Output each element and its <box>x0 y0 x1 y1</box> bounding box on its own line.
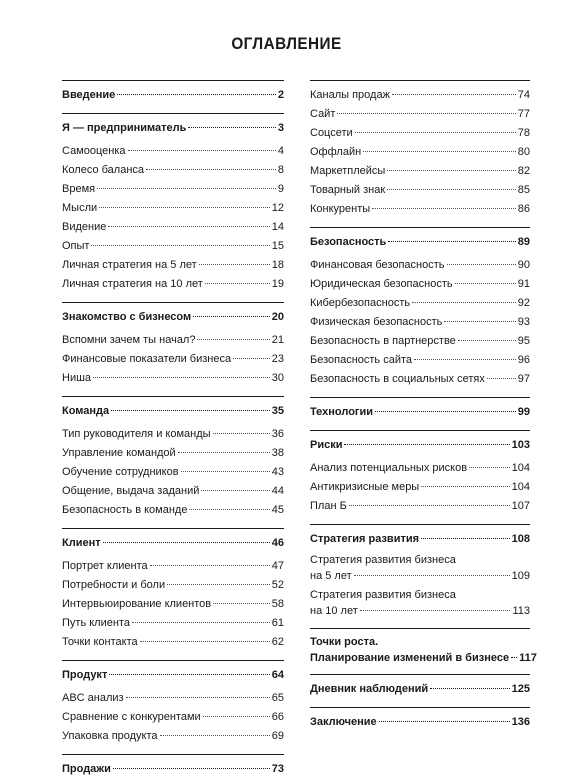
toc-entry[interactable]: Личная стратегия на 10 лет 19 <box>62 278 284 290</box>
toc-section-entrepreneur <box>62 113 284 294</box>
toc-entry[interactable]: Личная стратегия на 5 лет 18 <box>62 259 284 271</box>
toc-section-growth <box>310 628 537 666</box>
toc-entry[interactable]: Интервьюирование клиентов 58 <box>62 598 284 610</box>
toc-entry[interactable]: Общение, выдача заданий 44 <box>62 485 284 497</box>
toc-entry[interactable]: Обучение сотрудников 43 <box>62 466 284 478</box>
toc-entry[interactable]: План Б 107 <box>310 500 530 512</box>
toc-section-team <box>62 396 284 520</box>
toc-entry[interactable]: Путь клиента 61 <box>62 617 284 629</box>
toc-entry[interactable]: Ниша 30 <box>62 372 284 384</box>
toc-entry[interactable]: Физическая безопасность 93 <box>310 316 530 328</box>
toc-entry[interactable]: Безопасность сайта 96 <box>310 354 530 366</box>
toc-entry[interactable]: Портрет клиента 47 <box>62 560 284 572</box>
toc-section-security <box>310 227 530 389</box>
toc-entry[interactable]: Опыт 15 <box>62 240 284 252</box>
toc-section-conclusion <box>310 707 530 732</box>
toc-entry[interactable]: Антикризисные меры 104 <box>310 481 530 493</box>
toc-entry[interactable]: Сравнение с конкурентами 66 <box>62 711 284 723</box>
toc-entry[interactable]: Видение 14 <box>62 221 284 233</box>
toc-chapter[interactable]: Безопасность 89 <box>310 236 530 248</box>
toc-entry[interactable]: Маркетплейсы 82 <box>310 165 530 177</box>
toc-entry[interactable]: Управление командой 38 <box>62 447 284 459</box>
toc-entry[interactable]: Точки контакта 62 <box>62 636 284 648</box>
toc-chapter[interactable]: Стратегия развития 108 <box>310 533 530 545</box>
toc-entry[interactable]: Безопасность в команде 45 <box>62 504 284 516</box>
toc-entry[interactable]: Вспомни зачем ты начал? 21 <box>62 334 284 346</box>
toc-entry[interactable]: Товарный знак 85 <box>310 184 530 196</box>
toc-title: ОГЛАВЛЕНИЕ <box>231 34 342 53</box>
toc-entry[interactable]: Стратегия развития бизнеса на 10 лет 113 <box>310 589 530 617</box>
toc-entry[interactable]: Потребности и боли 52 <box>62 579 284 591</box>
toc-chapter[interactable]: Введение 2 <box>62 89 284 101</box>
toc-chapter[interactable]: Продукт 64 <box>62 669 284 681</box>
toc-entry[interactable]: Мысли 12 <box>62 202 284 214</box>
toc-section-business <box>62 302 284 388</box>
toc-section-diary <box>310 674 530 699</box>
toc-entry[interactable]: Время 9 <box>62 183 284 195</box>
toc-entry[interactable]: Стратегия развития бизнеса на 5 лет 109 <box>310 554 530 582</box>
toc-chapter[interactable]: Заключение 136 <box>310 716 530 728</box>
toc-entry[interactable]: Упаковка продукта 69 <box>62 730 284 742</box>
toc-left-column <box>62 80 284 783</box>
toc-chapter[interactable]: Точки роста. Планирование изменений в бизнесе 117 <box>310 636 537 664</box>
toc-entry[interactable]: Колесо баланса 8 <box>62 164 284 176</box>
toc-section-strategy <box>310 524 530 620</box>
toc-entry[interactable]: Каналы продаж 74 <box>310 89 530 101</box>
toc-entry[interactable]: Финансовые показатели бизнеса 23 <box>62 353 284 365</box>
toc-section-sales <box>62 754 284 779</box>
toc-entry[interactable]: Оффлайн 80 <box>310 146 530 158</box>
toc-section-client <box>62 528 284 652</box>
toc-entry[interactable]: Безопасность в партнерстве 95 <box>310 335 530 347</box>
toc-section-sales-continued <box>310 80 530 219</box>
toc-section-product <box>62 660 284 746</box>
toc-entry[interactable]: Конкуренты 86 <box>310 203 530 215</box>
toc-entry[interactable]: Финансовая безопасность 90 <box>310 259 530 271</box>
toc-chapter[interactable]: Знакомство с бизнесом 20 <box>62 311 284 323</box>
toc-chapter[interactable]: Дневник наблюдений 125 <box>310 683 530 695</box>
toc-entry[interactable]: Самооценка 4 <box>62 145 284 157</box>
toc-chapter[interactable]: Продажи 73 <box>62 763 284 775</box>
toc-entry[interactable]: Юридическая безопасность 91 <box>310 278 530 290</box>
toc-entry[interactable]: Кибербезопасность 92 <box>310 297 530 309</box>
toc-chapter[interactable]: Риски 103 <box>310 439 530 451</box>
toc-chapter[interactable]: Команда 35 <box>62 405 284 417</box>
toc-chapter[interactable]: Клиент 46 <box>62 537 284 549</box>
toc-right-column <box>310 80 537 736</box>
toc-chapter[interactable]: Я — предприниматель 3 <box>62 122 284 134</box>
toc-entry[interactable]: ABC анализ 65 <box>62 692 284 704</box>
toc-entry[interactable]: Соцсети 78 <box>310 127 530 139</box>
toc-section-risks <box>310 430 530 516</box>
toc-entry[interactable]: Сайт 77 <box>310 108 530 120</box>
toc-entry[interactable]: Тип руководителя и команды 36 <box>62 428 284 440</box>
toc-section-tech <box>310 397 530 422</box>
toc-entry[interactable]: Анализ потенциальных рисков 104 <box>310 462 530 474</box>
toc-chapter[interactable]: Технологии 99 <box>310 406 530 418</box>
toc-entry[interactable]: Безопасность в социальных сетях 97 <box>310 373 530 385</box>
toc-section-intro <box>62 80 284 105</box>
